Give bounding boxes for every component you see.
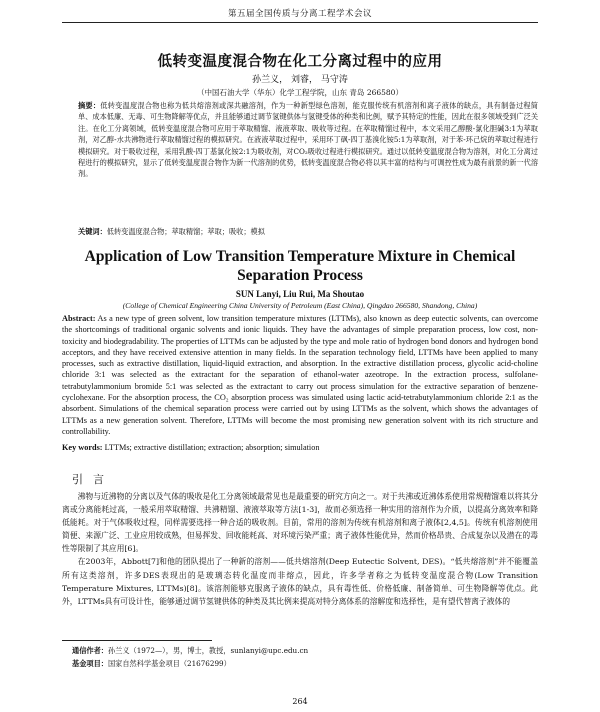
english-authors: SUN Lanyi, Liu Rui, Ma Shoutao [235, 289, 365, 299]
introduction-paragraph-1: 沸物与近沸物的分离以及气体的吸收是化工分离领域最常见也是最重要的研究方向之一。对于共沸或近沸体系使用常规精馏难以将其分离或分离能耗过高，一般采用萃取精馏、共沸精馏、液液萃取等方法[1-3]，故而必须选择一种实用的溶剂作为介质，以提高分离效率和降低能耗。对于气体吸收过程，同样需要选择一种合适的吸收剂。目前，常用的溶剂为传统有机溶剂和离子液体[2,4,5]。传统有机溶剂使用简便、来源广泛、工业应用较成熟，但易挥发、回收能耗高、对环境污染严重；离子液体性能优异，然而价格昂贵、合成复杂以及潜在的毒性等限制了其应用[6]。 [62, 492, 538, 554]
header-rule [62, 22, 538, 23]
english-abstract-label: Abstract: [62, 314, 96, 323]
running-header: 第五届全国传质与分离工程学术会议 [227, 9, 372, 19]
chinese-affiliation: （中国石油大学（华东）化学工程学院，山东 青岛 266580） [197, 88, 403, 97]
english-affiliation: (College of Chemical Engineering China University of Petroleum (East China), Qingdao 266580, Shandong, China) [122, 301, 478, 310]
footnote-fund-label: 基金项目： [72, 658, 108, 668]
chinese-abstract-text: 低转变温度混合物也称为低共熔溶剂或深共融溶剂，作为一种新型绿色溶剂，能克服传统有机溶剂和离子液体的缺点，具有制备过程简单、成本低廉、无毒、可生物降解等优点，并且能够通过调节氢键供体与氢键受体的种类和比例，赋予其特定的性能，因此在很多领域受到广泛关注。在化工分离领域，低转变温度混合物可应用于萃取精馏、液液萃取、吸收等过程。在萃取精馏过程中，本文采用乙醇酸-氯化胆碱3:1为萃取剂，对乙醇-水共沸物进行萃取精馏过程的模拟研究。在液液萃取过程中，采用环丁砜-四丁基溴化铵5:1为萃取剂，对于苯-环己烷的萃取过程进行模拟研究。对于吸收过程，采用乳酸-四丁基氯化铵2:1为吸收剂，对CO₂吸收过程进行模拟研究。通过以低转变温度混合物为溶剂，对化工分离过程进行的模拟研究，显示了低转变温度混合物作为新一代溶剂的优势，低转变温度混合物必将以其丰富的结构与可调控性成为最有前景的新一代溶剂。 [78, 101, 539, 179]
footnote-author-text: 孙兰义（1972—），男，博士，教授，sunlanyi@upc.edu.cn [107, 646, 309, 655]
english-keywords-text: LTTMs; extractive distillation; extraction; absorption; simulation [102, 443, 320, 452]
introduction-paragraph-2: 在2003年，Abbott[7]和他的团队提出了一种新的溶剂——低共熔溶剂(Deep Eutectic Solvent, DES)。“低共熔溶剂”并不能覆盖所有这类溶剂，许多DES表现出的是玻璃态转化温度而非熔点，因此，许多学者称之为低转变温度混合物(Low Transition Temperature Mixtures, LTTMs)[8]。该溶剂能够克服离子液体的缺点，具有毒性低、价格低廉、制备简单、可生物降解等优点。此外，LTTMs具有可设计性，能够通过调节氢键供体的种类及其比例来提高对特分离体系的溶解度和选择性，是有望代替离子液体的 [62, 557, 538, 606]
chinese-keywords-label: 关键词： [78, 227, 107, 236]
introduction-heading: 引言 [72, 473, 114, 486]
chinese-keywords-text: 低转变温度混合物；萃取精馏；萃取；吸收；模拟 [106, 227, 265, 236]
chinese-authors: 孙兰义， 刘睿， 马守涛 [252, 75, 348, 85]
footnotes [72, 645, 532, 670]
footnote-rule [62, 640, 212, 641]
english-title: Application of Low Transition Temperature Mixture in Chemical Separation Process [84, 248, 516, 284]
english-keywords [62, 443, 538, 452]
footnote-corresponding-author [72, 645, 532, 658]
footnote-author-label: 通信作者： [72, 646, 108, 655]
english-abstract [62, 313, 538, 437]
footnote-fund-text: 国家自然科学基金项目（21676299） [107, 658, 231, 668]
footnote-fund [72, 658, 532, 671]
introduction-body [62, 490, 538, 608]
chinese-title: 低转变温度混合物在化工分离过程中的应用 [157, 54, 443, 70]
english-abstract-text: As a new type of green solvent, low transition temperature mixtures (LTTMs), also known as deep eutectic solvents, can overcome the shortcomings of traditional organic solvents and ionic liquids. They have the advantages of simple preparation process, low cost, non-toxicity and biodegradability. The properties of LTTMs can be adjusted by the type and mole ratio of hydrogen bond donors and hydrogen bond acceptors, and they have received extensive attention in many fields. In the separation technology field, LTTMs have been applied to many processes, such as extractive distillation, liquid-liquid extraction, and absorption. In the extractive distillation process, glycolic acid-choline chloride 3:1 was selected as the extractant for the separation of ethanol-water azeotrope. In the extraction process, sulfolane-tetrabutylammonium bromide 5:1 was selected as the extractant to carry out process simulation for the extractive separation of benzene-cyclohexane. For the absorption process, the CO₂ absorption process was simulated using lactic acid-tetrabutylammonium chloride 2:1 as the absorbent. Simulations of the chemical separation process were carried out by using LTTMs as the solvent, which shows the advantages of LTTMs as a new generation solvent. Therefore, LTTMs will become the most promising new generation solvent with its rich structure and controllability. [62, 314, 538, 436]
english-keywords-label: Key words: [62, 443, 103, 452]
chinese-abstract-label: 摘要： [78, 101, 101, 110]
page-number: 264 [292, 697, 308, 706]
chinese-keywords [78, 227, 538, 237]
chinese-abstract [78, 100, 538, 180]
